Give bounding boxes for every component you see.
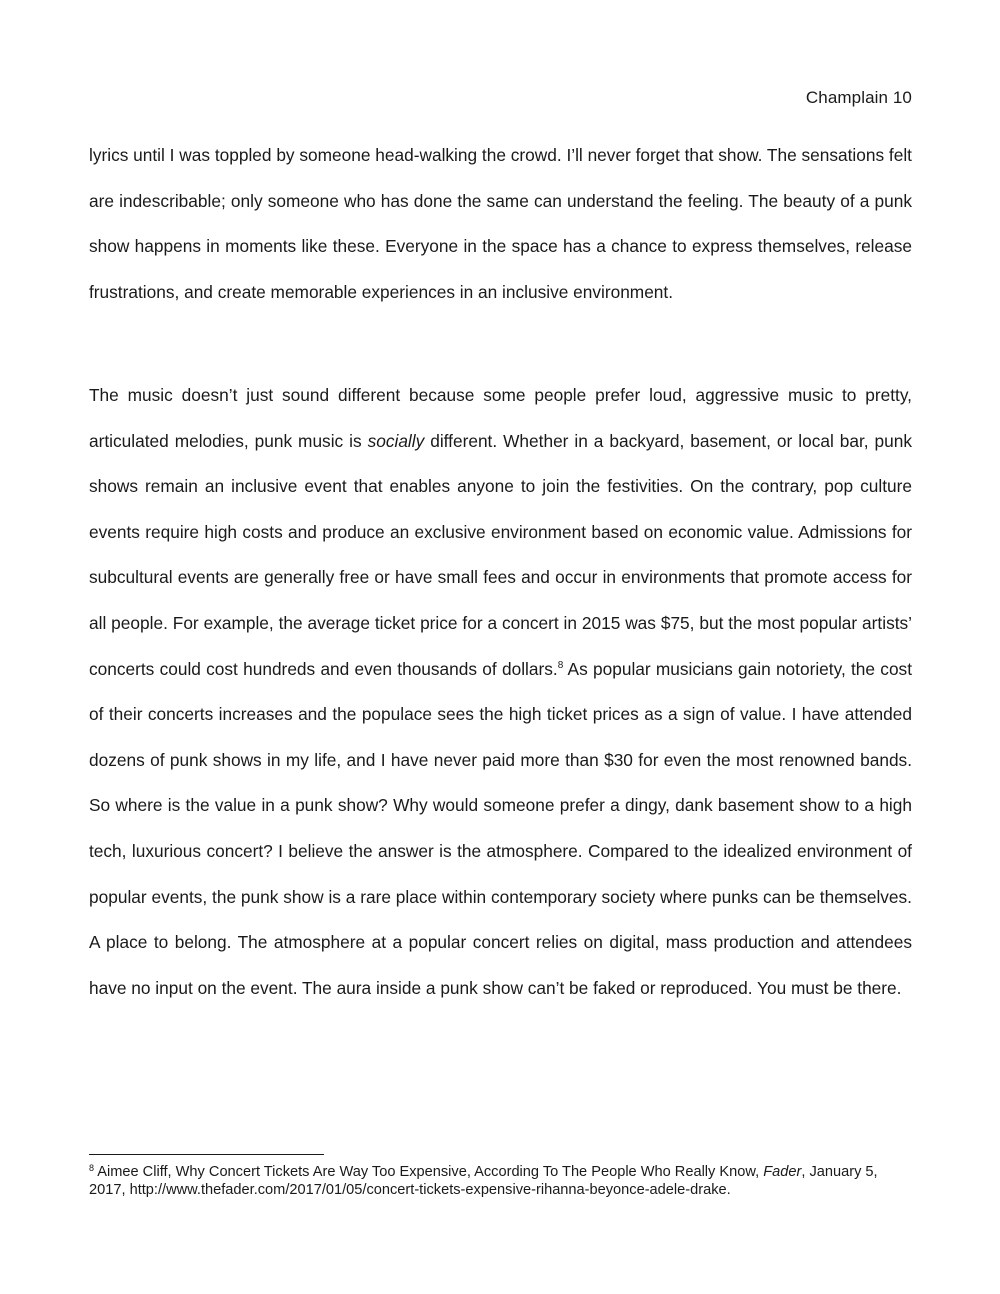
emphasis-socially: socially xyxy=(367,430,425,451)
footnote-text-b: , January 5, 2017, http://www.thefader.com/2017/01/05/concert-tickets-expensive-rihanna-beyonce-adele-drake. xyxy=(89,1164,878,1198)
footnote-separator xyxy=(89,1154,324,1155)
footnote xyxy=(89,1163,912,1199)
paragraph-2-text-a: The music doesn’t just sound different because some people prefer loud, aggressive music to pretty, articulated melodies, punk music is xyxy=(89,385,912,451)
running-header: Champlain 10 xyxy=(805,88,912,107)
paragraph-2 xyxy=(89,373,912,1011)
footnote-text-a: Aimee Cliff, Why Concert Tickets Are Way Too Expensive, According To The People Who Really Know, xyxy=(94,1164,764,1180)
footnote-reference: 8 xyxy=(557,659,564,671)
footnote-publication: Fader xyxy=(763,1164,802,1180)
footnote-marker: 8 xyxy=(89,1163,95,1173)
paragraph-1: lyrics until I was toppled by someone head-walking the crowd. I’ll never forget that show. The sensations felt are indescribable; only someone who has done the same can understand the feeling. The beauty of a punk show happens in moments like these. Everyone in the space has a chance to express themselves, release frustrations, and create memorable experiences in an inclusive environment. xyxy=(89,145,912,302)
paragraph-2-text-b: different. Whether in a backyard, basement, or local bar, punk shows remain an inclusive event that enables anyone to join the festivities. On the contrary, pop culture events require high costs and produce an exclusive environment based on economic value. Admissions for subcultural events are generally free or have small fees and occur in environments that promote access for all people. For example, the average ticket price for a concert in 2015 was $75, but the most popular artists’ concerts could cost hundreds and even thousands of dollars. xyxy=(89,430,913,679)
paragraph-2-text-c: As popular musicians gain notoriety, the cost of their concerts increases and the populace sees the high ticket prices as a sign of value. I have attended dozens of punk shows in my life, and I have never paid more than $30 for even the most renowned bands. So where is the value in a punk show? Why would someone prefer a dingy, dank basement show to a high tech, luxurious concert? I believe the answer is the atmosphere. Compared to the idealized environment of popular events, the punk show is a rare place within contemporary society where punks can be themselves. A place to belong. The atmosphere at a popular concert relies on digital, mass production and attendees have no input on the event. The aura inside a punk show can’t be faked or reproduced. You must be there. xyxy=(89,658,912,998)
